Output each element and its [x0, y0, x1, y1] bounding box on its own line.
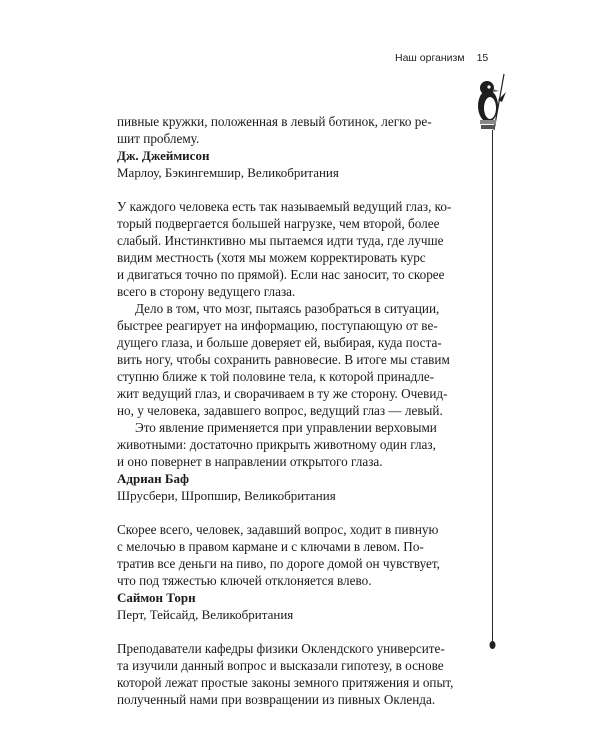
text-line: жит ведущий глаз, и сворачиваем в ту же сторону. Очевид- [117, 386, 448, 401]
running-header [395, 52, 488, 64]
header-title: Наш организм [395, 52, 465, 64]
author-location: Марлоу, Бэкингемшир, Великобритания [117, 165, 339, 180]
text-line: Преподаватели кафедры физики Оклендского университе- [117, 641, 445, 656]
text-line: и двигаться точно по прямой). Если нас заносит, то скорее [117, 267, 445, 282]
answer-paragraph [117, 300, 462, 419]
text-line: но, у человека, задавшего вопрос, ведущий глаз — левый. [117, 403, 443, 418]
text-line: Скорее всего, человек, задавший вопрос, ходит в пивную [117, 522, 439, 537]
intro-paragraph [117, 113, 462, 147]
author-name: Дж. Джеймисон [117, 148, 210, 163]
author-location: Перт, Тейсайд, Великобритания [117, 607, 294, 622]
penguin-icon [472, 70, 514, 132]
author-name: Адриан Баф [117, 471, 190, 486]
text-line: дущего глаза, и больше доверяет ей, выбирая, куда поста- [117, 335, 442, 350]
page-number: 15 [476, 52, 489, 64]
text-line: Это явление применяется при управлении верховыми [135, 420, 437, 435]
answer-paragraph [117, 521, 462, 589]
text-line: быстрее реагирует на информацию, поступающую от ве- [117, 318, 438, 333]
text-line: что под тяжестью ключей отклоняется влево. [117, 573, 372, 588]
answer-paragraph [117, 198, 462, 300]
text-line: Дело в том, что мозг, пытаясь разобраться в ситуации, [135, 301, 440, 316]
text-line: ступню ближе к той половине тела, к которой принадле- [117, 369, 435, 384]
fishing-hook-icon [488, 636, 497, 650]
text-line: слабый. Инстинктивно мы пытаемся идти туда, где лучше [117, 233, 444, 248]
answer-paragraph [117, 419, 462, 470]
text-line: всего в сторону ведущего глаза. [117, 284, 296, 299]
text-line: шит проблему. [117, 131, 200, 146]
text-line: У каждого человека есть так называемый ведущий глаз, ко- [117, 199, 452, 214]
text-line: которой лежат простые законы земного притяжения и опыт, [117, 675, 454, 690]
text-line: и оно повернет в направлении открытого глаза. [117, 454, 383, 469]
text-line: видим местность (хотя мы можем корректировать курс [117, 250, 426, 265]
text-line: животными: достаточно прикрыть животному один глаз, [117, 437, 436, 452]
author-location: Шрусбери, Шропшир, Великобритания [117, 488, 336, 503]
text-line: тратив все деньги на пиво, по дороге домой он чувствует, [117, 556, 440, 571]
author-name: Саймон Торн [117, 590, 196, 605]
answer-paragraph [117, 640, 462, 708]
fishing-line [492, 130, 493, 638]
text-line: пивные кружки, положенная в левый ботинок, легко ре- [117, 114, 432, 129]
text-line: торый подвергается большей нагрузке, чем второй, более [117, 216, 440, 231]
text-line: полученный нами при возвращении из пивных Окленда. [117, 692, 436, 707]
text-line: с мелочью в правом кармане и с ключами в левом. По- [117, 539, 424, 554]
text-line: та изучили данный вопрос и высказали гипотезу, в основе [117, 658, 444, 673]
page-body [117, 113, 462, 708]
text-line: вить ногу, чтобы сохранить равновесие. В итоге мы ставим [117, 352, 450, 367]
